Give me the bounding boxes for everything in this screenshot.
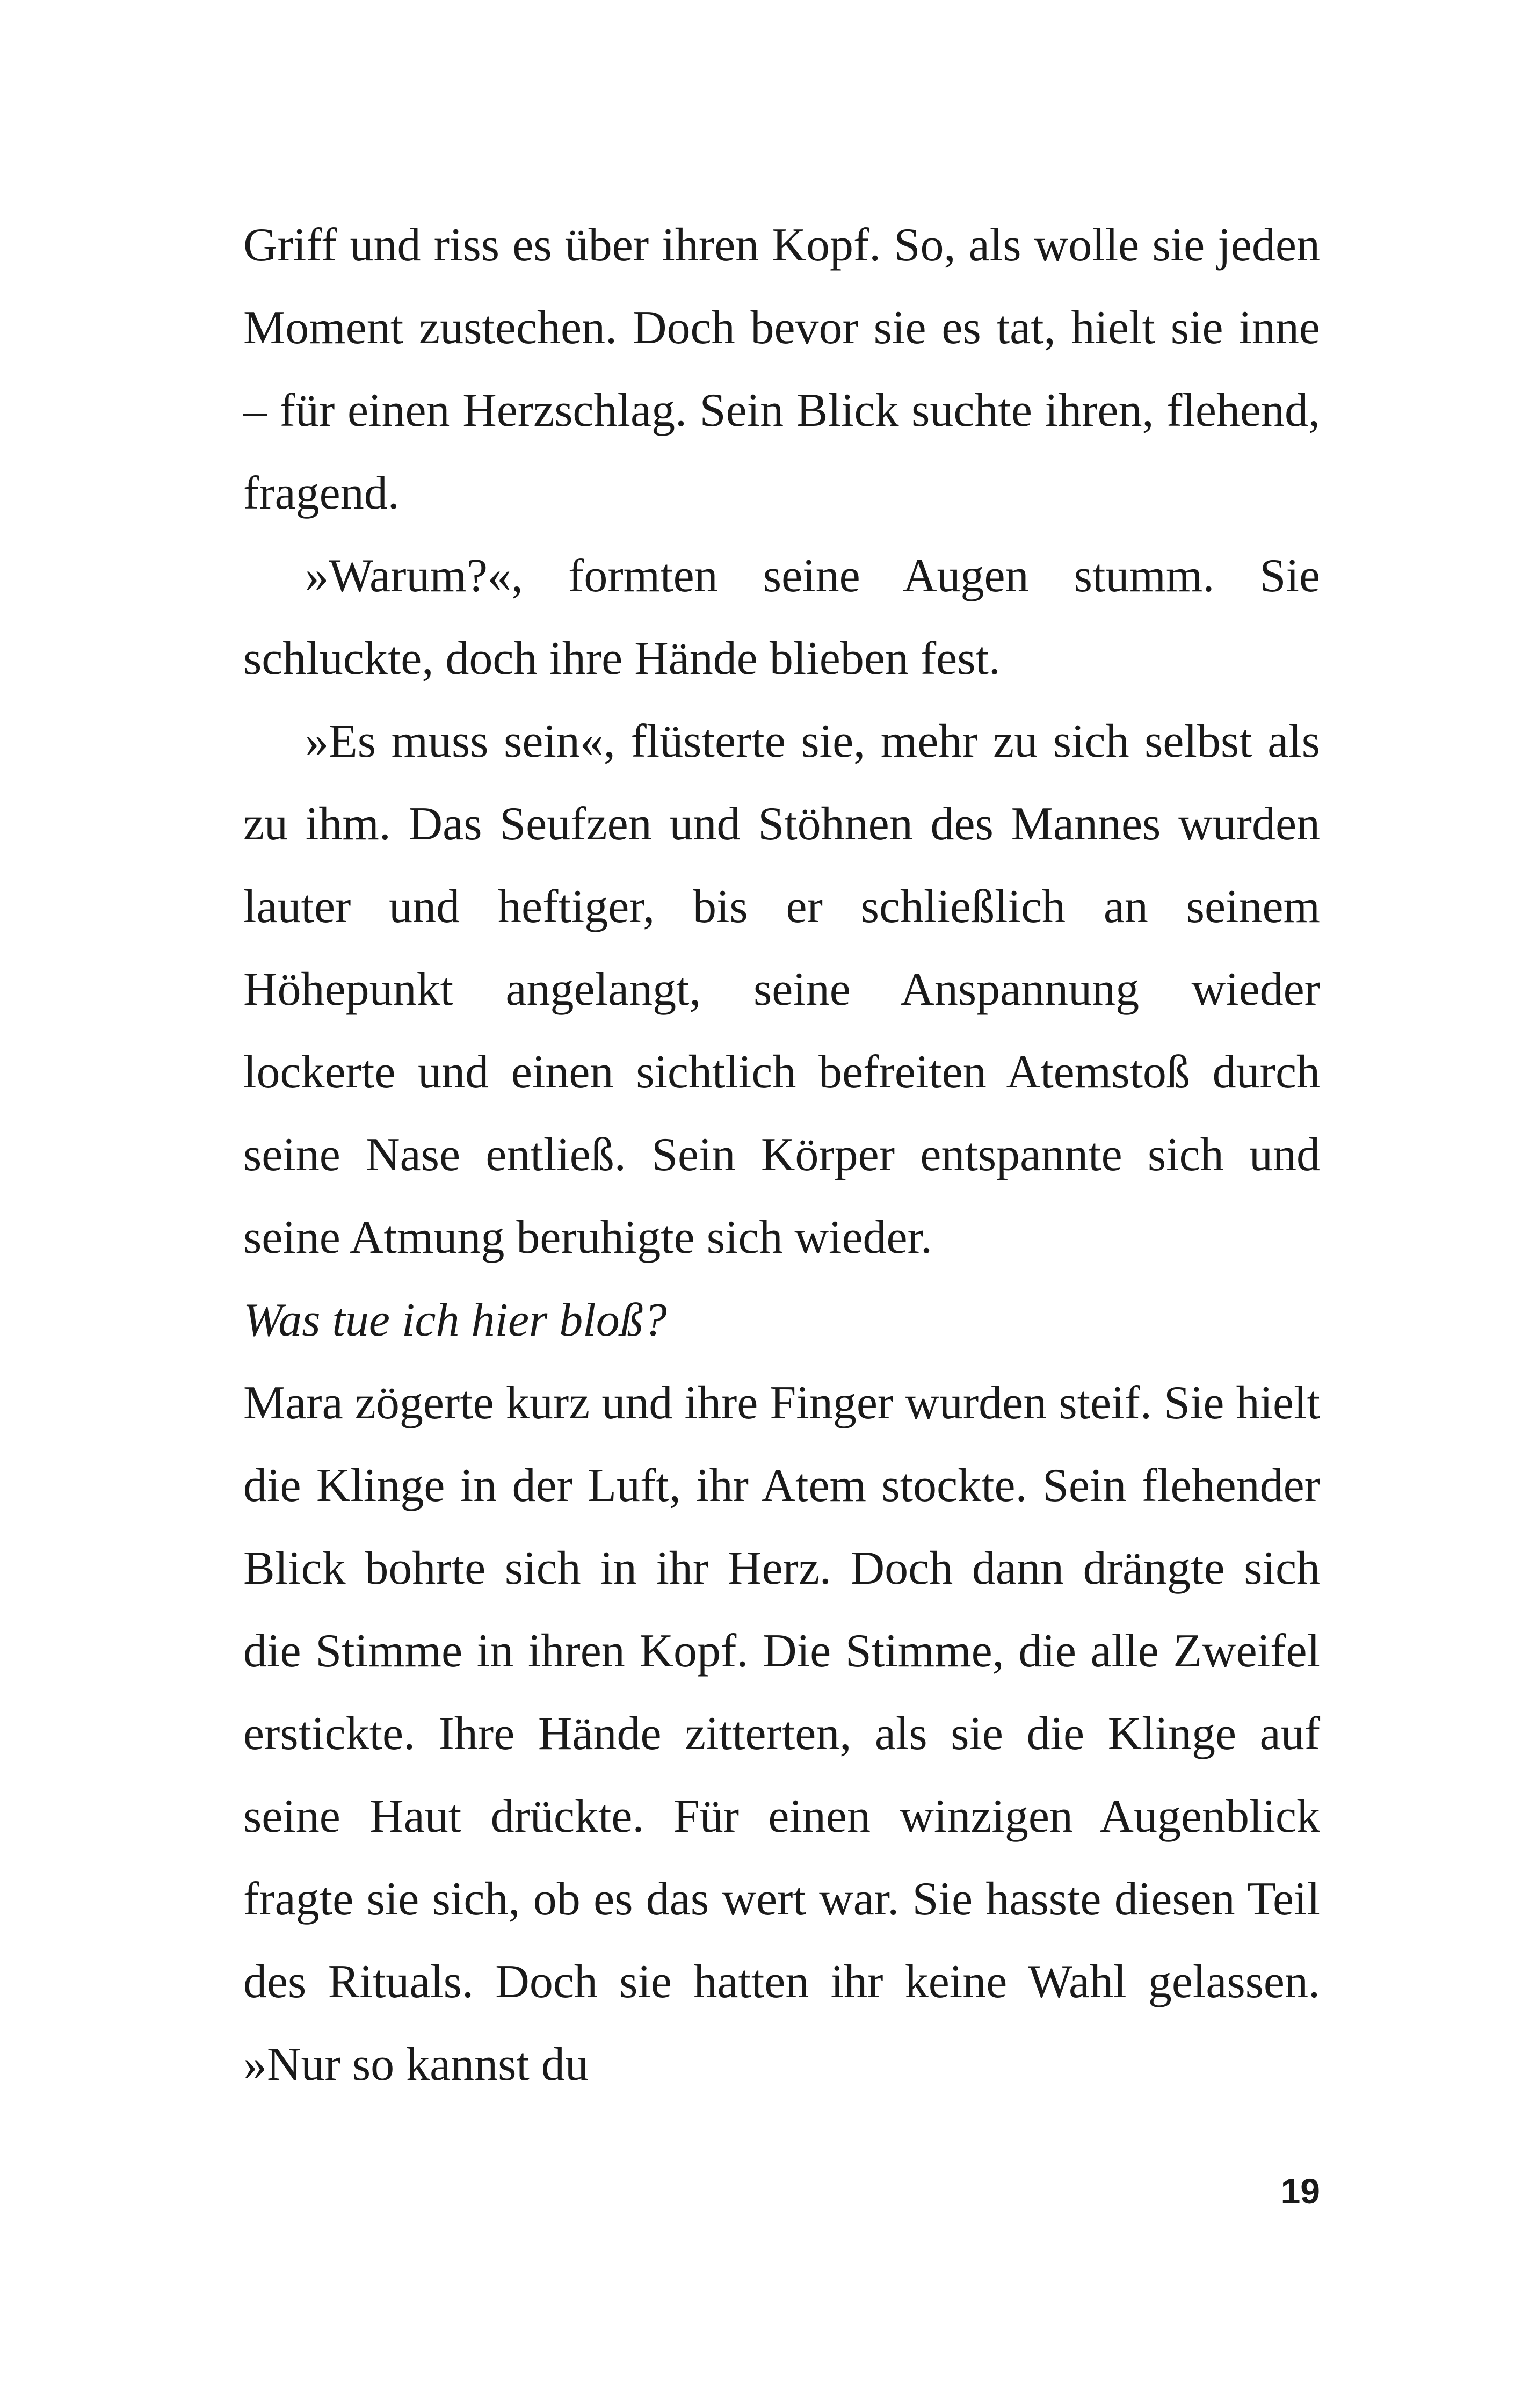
paragraph-5: Mara zögerte kurz und ihre Finger wurden steif. Sie hielt die Klinge in der Luft, ihr Atem stockte. Sein flehender Blick bohrte sich in ihr Herz. Doch dann drängte sich die Stimme in ihren Kopf. Die Stimme, die alle Zweifel erstickte. Ihre Hände zitterten, als sie die Klinge auf seine Haut drückte. Für einen winzigen Augenblick fragte sie sich, ob es das wert war. Sie hasste diesen Teil des Rituals. Doch sie hatten ihr keine Wahl gelassen. »Nur so kannst du: [243, 1377, 1320, 2091]
inner-thought-line: Was tue ich hier bloß?: [243, 1294, 667, 1346]
paragraph-3: »Es muss sein«, flüsterte sie, mehr zu sich selbst als zu ihm. Das Seufzen und Stöhnen des Mannes wurden lauter und heftiger, bis er schließlich an seinem Höhepunkt angelangt, seine Anspannung wieder lockerte und einen sichtlich befreiten Atemstoß durch seine Nase entließ. Sein Körper entspannte sich und seine Atmung beruhigte sich wieder.: [243, 715, 1320, 1264]
paragraph-2: »Warum?«, formten seine Augen stumm. Sie schluckte, doch ihre Hände blieben fest.: [243, 550, 1320, 685]
body-text: [243, 204, 1320, 2106]
page-number: 19: [1280, 2171, 1320, 2211]
paragraph-1: Griff und riss es über ihren Kopf. So, als wolle sie jeden Moment zustechen. Doch bevor sie es tat, hielt sie inne – für einen Herzschlag. Sein Blick suchte ihren, flehend, fragend.: [243, 219, 1320, 519]
